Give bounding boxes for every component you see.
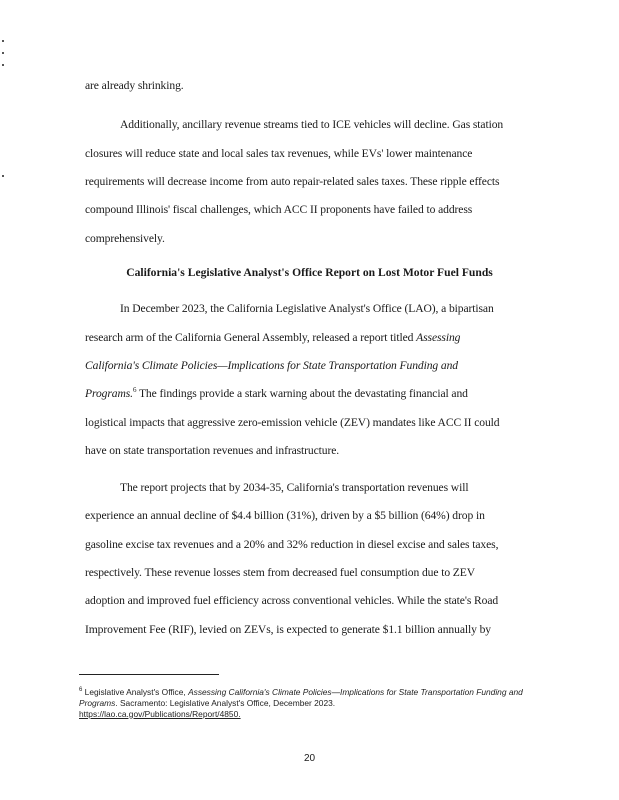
- section-heading: California's Legislative Analyst's Office Report on Lost Motor Fuel Funds: [126, 266, 493, 279]
- margin-mark: [2, 175, 4, 177]
- text-line: In December 2023, the California Legislative Analyst's Office (LAO), a bipartisan: [120, 302, 494, 315]
- margin-mark: [2, 40, 4, 42]
- footnote-text: . Sacramento: Legislative Analyst's Office, December 2023.: [115, 697, 336, 708]
- text-line: [85, 359, 458, 373]
- text-line: requirements will decrease income from auto repair-related sales taxes. These ripple effects: [85, 175, 500, 188]
- text-fragment: The findings provide a stark warning about the devastating financial and: [136, 387, 468, 400]
- text-line: have on state transportation revenues and infrastructure.: [85, 444, 340, 457]
- text-line: [85, 331, 460, 345]
- footnote-number: 6: [79, 687, 83, 693]
- text-line: logistical impacts that aggressive zero-emission vehicle (ZEV) mandates like ACC II could: [85, 416, 500, 429]
- text-line: are already shrinking.: [85, 79, 184, 92]
- text-line: [85, 387, 468, 401]
- page-number: 20: [303, 753, 316, 764]
- report-title-italic: Assessing: [416, 331, 461, 344]
- text-line: The report projects that by 2034-35, California's transportation revenues will: [120, 481, 469, 494]
- text-line: comprehensively.: [85, 232, 165, 245]
- margin-mark: [2, 52, 4, 54]
- footnote-divider: [79, 674, 219, 675]
- footnote-reference[interactable]: 6: [132, 386, 137, 395]
- footnote-title: Assessing California's Climate Policies—Implications for State Transportation Funding and Programs: [79, 686, 523, 708]
- text-line: gasoline excise tax revenues and a 20% and 32% reduction in diesel excise and sales taxes,: [85, 538, 499, 551]
- footnote-text: Legislative Analyst's Office,: [82, 686, 189, 697]
- report-title-italic: California's Climate Policies—Implications for State Transportation Funding and: [85, 359, 459, 372]
- margin-mark: [2, 64, 4, 66]
- text-line: Improvement Fee (RIF), levied on ZEVs, is expected to generate $1.1 billion annually by: [85, 623, 491, 636]
- text-line: adoption and improved fuel efficiency across conventional vehicles. While the state's Road: [85, 594, 499, 607]
- report-title-italic: Programs.: [85, 387, 133, 400]
- text-line: compound Illinois' fiscal challenges, which ACC II proponents have failed to address: [85, 203, 473, 216]
- text-line: experience an annual decline of $4.4 billion (31%), driven by a $5 billion (64%) drop in: [85, 509, 485, 522]
- text-line: closures will reduce state and local sales tax revenues, while EVs' lower maintenance: [85, 147, 473, 160]
- text-line: Additionally, ancillary revenue streams tied to ICE vehicles will decline. Gas station: [120, 118, 504, 131]
- text-line: respectively. These revenue losses stem from decreased fuel consumption due to ZEV: [85, 566, 476, 579]
- footnote: [79, 685, 549, 720]
- footnote-link[interactable]: https://lao.ca.gov/Publications/Report/4850.: [79, 708, 241, 719]
- text-fragment: research arm of the California General Assembly, released a report titled: [85, 331, 417, 344]
